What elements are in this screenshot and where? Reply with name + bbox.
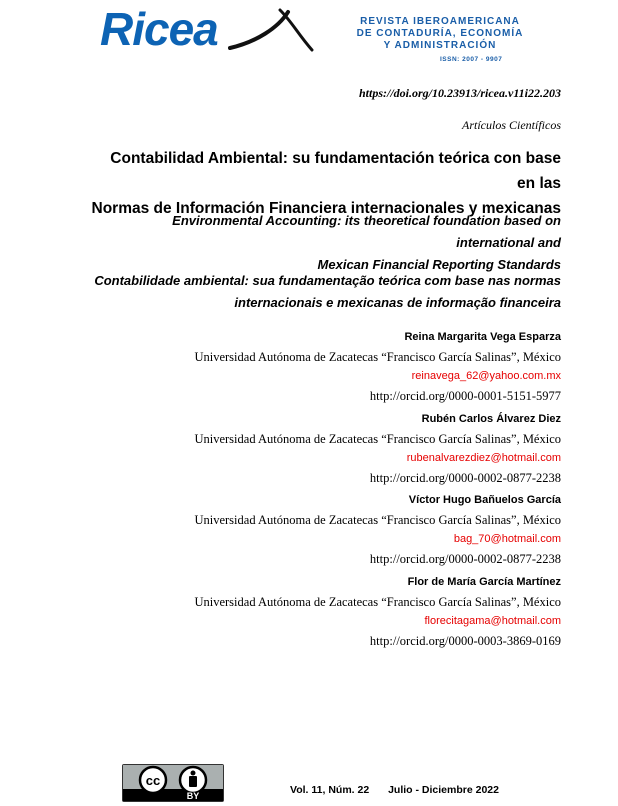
section-label: Artículos Científicos: [462, 118, 561, 132]
doi-link[interactable]: https://doi.org/10.23913/ricea.v11i22.203: [358, 86, 561, 100]
author-name: Reina Margarita Vega Esparza: [404, 331, 561, 343]
logo-swoosh-icon: [226, 8, 316, 54]
journal-name: [330, 16, 550, 52]
author-block: [81, 573, 561, 651]
journal-name-line: Y ADMINISTRACIÓN: [383, 40, 497, 51]
journal-name-line: DE CONTADURÍA, ECONOMÍA: [356, 28, 524, 39]
author-block: [81, 328, 561, 406]
issn: ISSN: 2007 - 9907: [440, 56, 503, 63]
author-orcid-link[interactable]: http://orcid.org/0000-0003-3869-0169: [369, 633, 561, 648]
journal-name-line: REVISTA IBEROAMERICANA: [360, 16, 520, 27]
author-block: [81, 491, 561, 569]
author-name: Flor de María García Martínez: [407, 576, 561, 588]
author-email-link[interactable]: bag_70@hotmail.com: [453, 533, 561, 545]
author-orcid-link[interactable]: http://orcid.org/0000-0002-0877-2238: [369, 551, 561, 566]
author-block: [81, 410, 561, 488]
issue-info: [290, 784, 515, 796]
title-line: Normas de Información Financiera internacionales y mexicanas: [91, 200, 561, 217]
author-email-link[interactable]: reinavega_62@yahoo.com.mx: [411, 370, 561, 382]
author-orcid-link[interactable]: http://orcid.org/0000-0001-5151-5977: [369, 388, 561, 403]
author-orcid-link[interactable]: http://orcid.org/0000-0002-0877-2238: [369, 470, 561, 485]
author-email-link[interactable]: florecitagama@hotmail.com: [424, 615, 561, 627]
author-affiliation: Universidad Autónoma de Zacatecas “Francisco García Salinas”, México: [194, 594, 561, 609]
title-line: Environmental Accounting: its theoretical foundation based on international and: [172, 213, 561, 250]
svg-text:BY: BY: [186, 791, 200, 801]
author-affiliation: Universidad Autónoma de Zacatecas “Francisco García Salinas”, México: [194, 431, 561, 446]
title-line: Contabilidad Ambiental: su fundamentación teórica con base en las: [110, 150, 561, 192]
author-name: Rubén Carlos Álvarez Diez: [421, 413, 561, 425]
author-affiliation: Universidad Autónoma de Zacatecas “Francisco García Salinas”, México: [194, 512, 561, 527]
journal-logo: Ricea: [100, 3, 218, 55]
author-name: Víctor Hugo Bañuelos García: [408, 494, 561, 506]
title-line: internacionais e mexicanas de informação financeira: [234, 295, 561, 310]
svg-text:cc: cc: [145, 773, 161, 788]
volume-number: Vol. 11, Núm. 22: [290, 784, 370, 796]
creative-commons-badge: [122, 764, 224, 802]
author-email-link[interactable]: rubenalvarezdiez@hotmail.com: [406, 452, 561, 464]
title-line: Mexican Financial Reporting Standards: [317, 257, 561, 272]
title-english: [91, 210, 561, 276]
author-affiliation: Universidad Autónoma de Zacatecas “Francisco García Salinas”, México: [194, 349, 561, 364]
issue-period: Julio - Diciembre 2022: [388, 784, 499, 796]
title-portuguese: [91, 270, 561, 314]
title-line: Contabilidade ambiental: sua fundamentação teórica com base nas normas: [94, 273, 561, 288]
cc-by-icon: [123, 765, 223, 801]
